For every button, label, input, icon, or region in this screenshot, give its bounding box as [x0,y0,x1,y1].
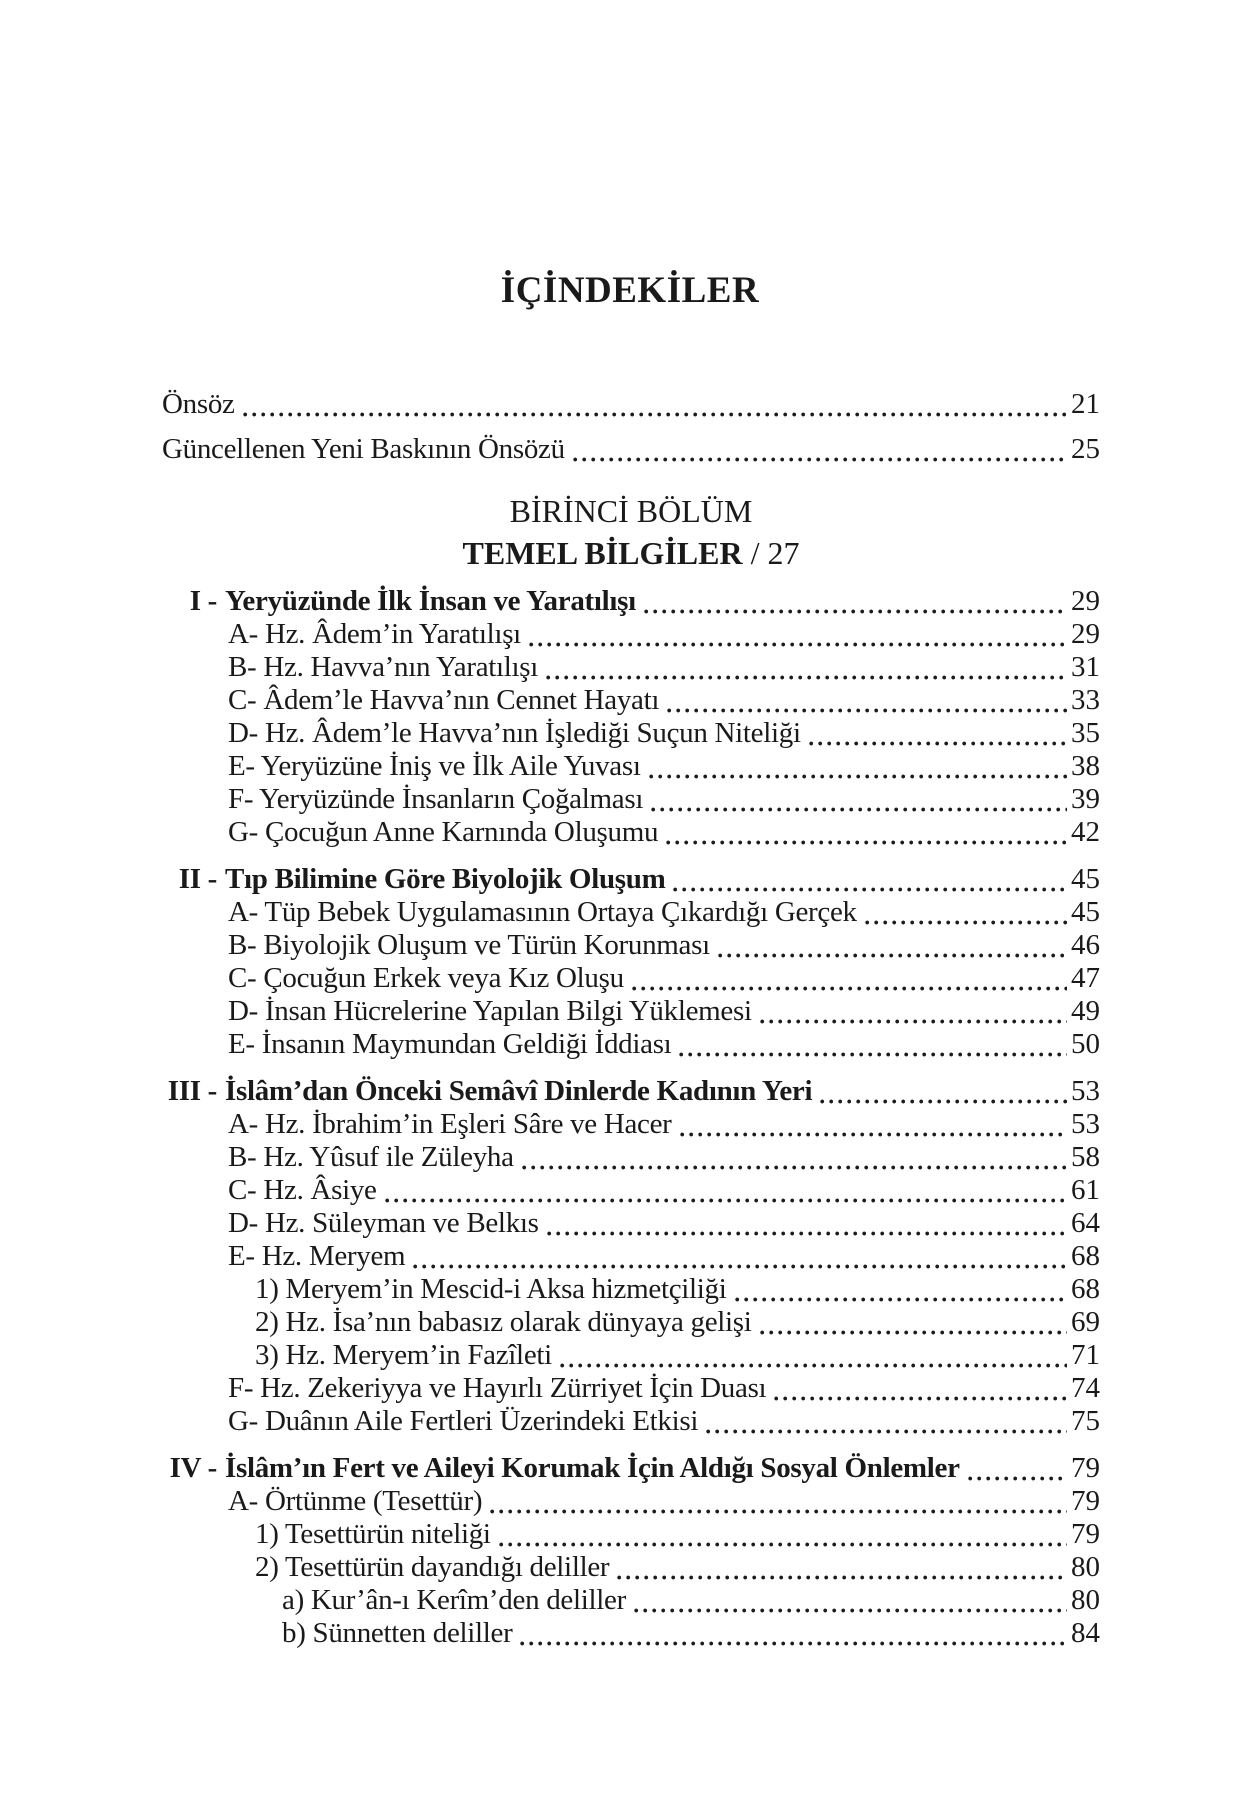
entry-label: C- Çocuğun Erkek veya Kız Oluşu [228,962,624,994]
toc-entry-row [162,717,1100,750]
dot-leader [499,1518,1067,1551]
page-number: 21 [1071,388,1100,420]
dot-leader [968,1452,1067,1485]
page-number: 31 [1071,651,1100,683]
dot-leader [560,1339,1067,1372]
section-numeral: I - [189,585,217,617]
toc-section-row [162,863,1100,896]
dot-leader [617,1551,1067,1584]
entry-label: C- Hz. Âsiye [228,1174,377,1206]
dot-leader [820,1075,1067,1108]
page-number: 39 [1071,783,1100,815]
toc-entry-row [162,995,1100,1028]
toc-entry-row [162,1405,1100,1438]
chapter-title-line [162,532,1100,574]
page-number: 74 [1071,1372,1100,1404]
page-number: 80 [1071,1551,1100,1583]
chapter-header [162,490,1100,574]
toc-entry-row [162,1174,1100,1207]
page-number: 25 [1071,433,1100,465]
toc-entry-row [162,1518,1100,1551]
entry-label: Güncellenen Yeni Baskının Önsözü [162,433,565,465]
entry-label: F- Yeryüzünde İnsanların Çoğalması [228,783,644,815]
entry-label: F- Hz. Zekeriyya ve Hayırlı Zürriyet İçin Duası [228,1372,767,1404]
toc-entry-row [162,783,1100,816]
toc-entry-row [162,1617,1100,1650]
dot-leader [760,995,1067,1028]
page-number: 75 [1071,1405,1100,1437]
entry-label: D- İnsan Hücrelerine Yapılan Bilgi Yüklemesi [228,995,752,1027]
dot-leader [809,717,1067,750]
entry-label: B- Hz. Yûsuf ile Züleyha [228,1141,514,1173]
entry-label: D- Hz. Süleyman ve Belkıs [228,1207,539,1239]
dot-leader [529,618,1067,651]
toc-entry-row [162,1551,1100,1584]
dot-leader [413,1240,1067,1273]
entry-label: A- Tüp Bebek Uygulamasının Ortaya Çıkardığı Gerçek [228,896,857,928]
toc-entry-row [162,1141,1100,1174]
chapter-title: TEMEL BİLGİLER [462,535,743,571]
entry-label: A- Örtünme (Tesettür) [228,1485,483,1517]
page-number: 80 [1071,1584,1100,1616]
entry-label: 1) Tesettürün niteliği [255,1518,491,1550]
dot-leader [634,1584,1067,1617]
page-number: 46 [1071,929,1100,961]
dot-leader [673,863,1067,896]
entry-label: b) Sünnetten deliller [282,1617,513,1649]
page-number: 68 [1071,1240,1100,1272]
entry-label: G- Duânın Aile Fertleri Üzerindeki Etkisi [228,1405,699,1437]
page-number: 29 [1071,585,1100,617]
toc-entry-row [162,651,1100,684]
entry-label: 2) Tesettürün dayandığı deliller [255,1551,610,1583]
dot-leader [666,816,1067,849]
entry-label: İslâm’dan Önceki Semâvî Dinlerde Kadının Yeri [225,1075,813,1107]
toc-entry-row [162,1372,1100,1405]
page-number: 29 [1071,618,1100,650]
page-number: 79 [1071,1485,1100,1517]
page-number: 79 [1071,1452,1100,1484]
page-title: İÇİNDEKİLER [500,270,760,311]
page-number: 50 [1071,1028,1100,1060]
toc-entry-row [162,618,1100,651]
toc-entry-row [162,1240,1100,1273]
dot-leader [632,962,1067,995]
toc-entry-row [162,433,1100,466]
dot-leader [735,1273,1067,1306]
toc-entry-row [162,1207,1100,1240]
section-numeral: IV - [169,1452,217,1484]
dot-leader [649,750,1067,783]
page-number: 42 [1071,816,1100,848]
entry-label: E- İnsanın Maymundan Geldiği İddiası [228,1028,672,1060]
toc-entry-row [162,1108,1100,1141]
dot-leader [865,896,1067,929]
page-number: 69 [1071,1306,1100,1338]
page-number: 68 [1071,1273,1100,1305]
page-number: 53 [1071,1075,1100,1107]
toc-entry-row [162,1339,1100,1372]
chapter-name: BİRİNCİ BÖLÜM [509,493,753,529]
dot-leader [243,388,1067,421]
toc-entry-row [162,962,1100,995]
page-number: 64 [1071,1207,1100,1239]
entry-label: 3) Hz. Meryem’in Fazîleti [255,1339,552,1371]
toc-entry-row [162,929,1100,962]
entry-label: 2) Hz. İsa’nın babasız olarak dünyaya gelişi [255,1306,752,1338]
dot-leader [520,1617,1067,1650]
section-numeral: III - [167,1075,217,1107]
entry-label: C- Âdem’le Havva’nın Cennet Hayatı [228,684,660,716]
dot-leader [651,783,1067,816]
toc-entry-row [162,1584,1100,1617]
entry-label: İslâm’ın Fert ve Aileyi Korumak İçin Aldığı Sosyal Önlemler [225,1452,960,1484]
page-number: 33 [1071,684,1100,716]
page-number: 53 [1071,1108,1100,1140]
page-number: 47 [1071,962,1100,994]
dot-leader [760,1306,1067,1339]
toc-entry-row [162,1485,1100,1518]
entry-label: E- Hz. Meryem [228,1240,406,1272]
page-number: 45 [1071,863,1100,895]
toc-entry-row [162,684,1100,717]
page-number: 79 [1071,1518,1100,1550]
entry-label: Tıp Bilimine Göre Biyolojik Oluşum [225,863,666,895]
entry-label: B- Hz. Havva’nın Yaratılışı [228,651,539,683]
dot-leader [718,929,1067,962]
page-number: 84 [1071,1617,1100,1649]
page-number: 45 [1071,896,1100,928]
toc-entry-row [162,896,1100,929]
toc-entry-row [162,1273,1100,1306]
chapter-start-page: / 27 [742,535,800,571]
toc-section-row [162,1452,1100,1485]
entry-label: A- Hz. Âdem’in Yaratılışı [228,618,521,650]
dot-leader [547,1207,1067,1240]
toc-entry-row [162,388,1100,421]
entry-label: 1) Meryem’in Mescid-i Aksa hizmetçiliği [255,1273,727,1305]
toc-entry-row [162,750,1100,783]
dot-leader [680,1108,1067,1141]
entry-label: A- Hz. İbrahim’in Eşleri Sâre ve Hacer [228,1108,672,1140]
toc-section-row [162,585,1100,618]
dot-leader [522,1141,1067,1174]
toc-entry-row [162,1028,1100,1061]
entry-label: Önsöz [162,388,235,420]
entry-label: a) Kur’ân-ı Kerîm’den deliller [282,1584,626,1616]
page-number: 35 [1071,717,1100,749]
toc-list [162,388,1100,1650]
entry-label: B- Biyolojik Oluşum ve Türün Korunması [228,929,710,961]
entry-label: G- Çocuğun Anne Karnında Oluşumu [228,816,659,848]
dot-leader [385,1174,1067,1207]
section-numeral: II - [178,863,217,895]
dot-leader [644,585,1067,618]
page-number: 38 [1071,750,1100,782]
dot-leader [546,651,1067,684]
entry-label: D- Hz. Âdem’le Havva’nın İşlediği Suçun Niteliği [228,717,801,749]
entry-label: Yeryüzünde İlk İnsan ve Yaratılışı [225,585,636,617]
dot-leader [573,433,1067,466]
dot-leader [667,684,1067,717]
toc-entry-row [162,1306,1100,1339]
page-number: 58 [1071,1141,1100,1173]
dot-leader [706,1405,1067,1438]
page-number: 49 [1071,995,1100,1027]
entry-label: E- Yeryüzüne İniş ve İlk Aile Yuvası [228,750,641,782]
dot-leader [774,1372,1067,1405]
dot-leader [490,1485,1067,1518]
page-number: 71 [1071,1339,1100,1371]
toc-section-row [162,1075,1100,1108]
page-number: 61 [1071,1174,1100,1206]
dot-leader [679,1028,1067,1061]
toc-entry-row [162,816,1100,849]
